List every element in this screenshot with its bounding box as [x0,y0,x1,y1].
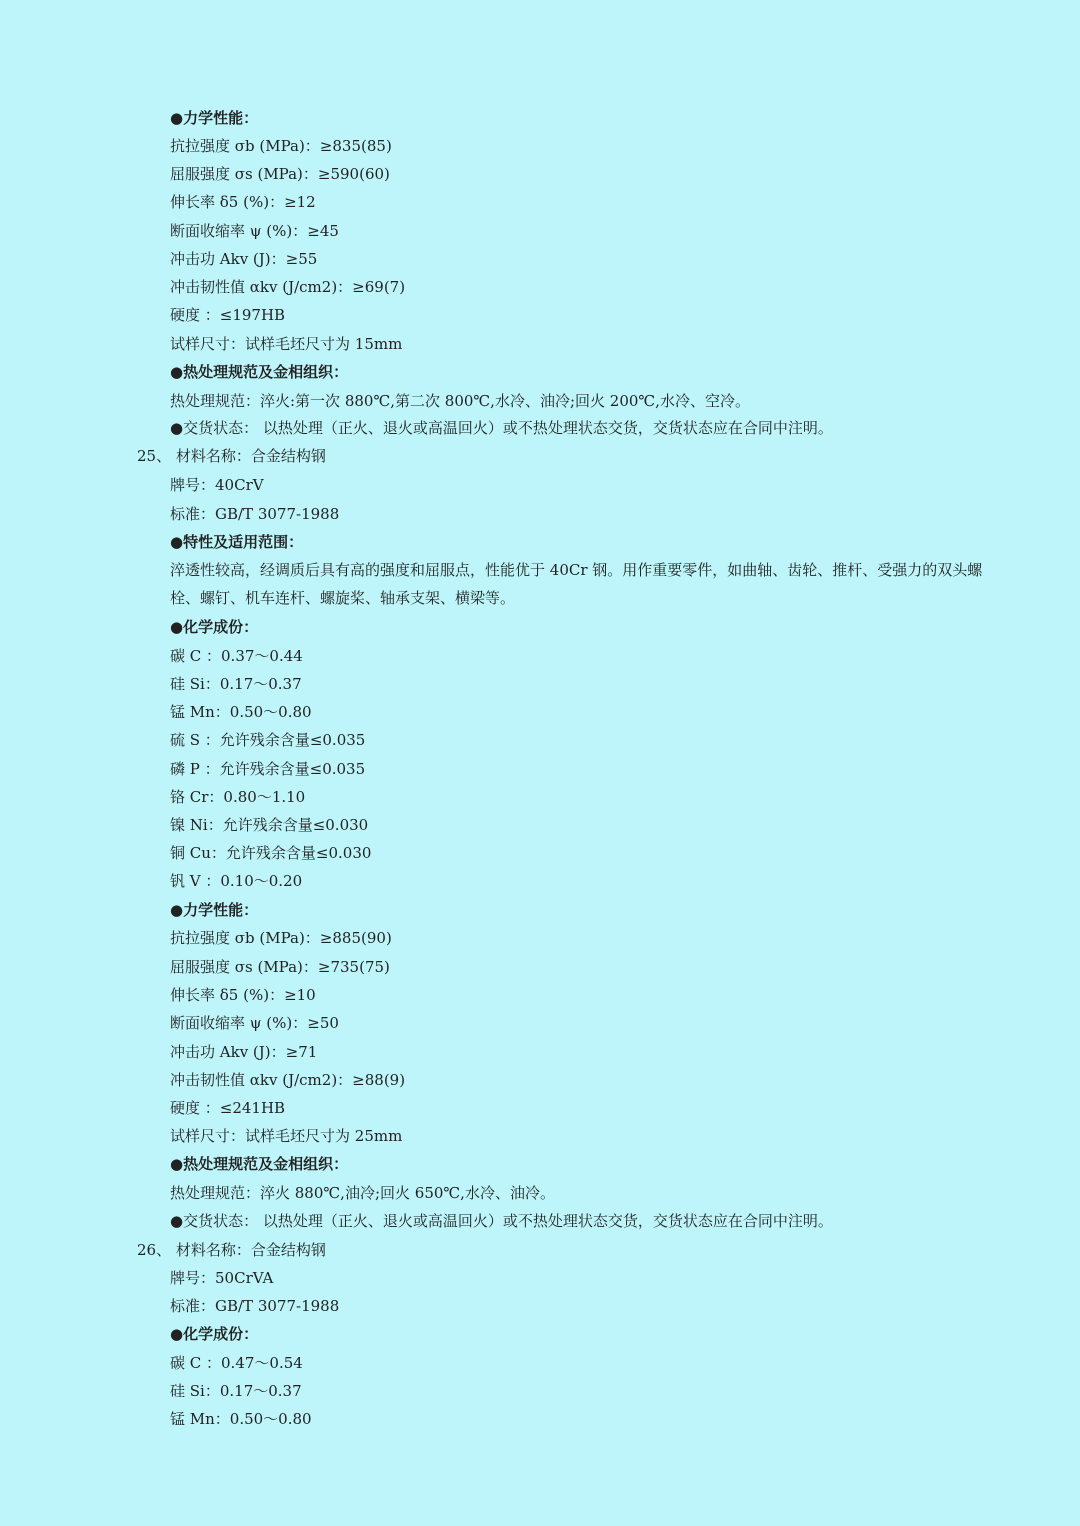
section-heading-properties: ●特性及适用范围： [170,533,304,551]
delivery-state-line: ●交货状态： 以热处理（正火、退火或高温回火）或不热处理状态交货，交货状态应在合同中注明。 [170,419,833,437]
section-heading-mechanical: ●力学性能： [170,901,259,919]
text-line: 试样尺寸：试样毛坯尺寸为 15mm [170,335,403,353]
text-line: 冲击韧性值 αkv (J/cm2)：≥69(7) [170,278,406,296]
text-line: 伸长率 δ5 (%)：≥10 [170,986,316,1004]
text-line: 硬度 ：≤241HB [170,1099,286,1117]
text-line: 热处理规范：淬火:第一次 880℃,第二次 800℃,水冷、油冷;回火 200℃,水冷、空冷。 [170,392,750,410]
text-line: 标准：GB/T 3077-1988 [170,505,340,523]
text-line: 铬 Cr：0.80～1.10 [170,788,306,806]
section-heading-heat-treatment: ●热处理规范及金相组织： [170,1155,349,1173]
delivery-state-line: ●交货状态： 以热处理（正火、退火或高温回火）或不热处理状态交货，交货状态应在合同中注明。 [170,1212,833,1230]
section-heading-heat-treatment: ●热处理规范及金相组织： [170,363,349,381]
text-line: 屈服强度 σs (MPa)：≥590(60) [170,165,390,183]
text-line: 钒 V ：0.10～0.20 [170,872,303,890]
text-line: 断面收缩率 ψ (%)：≥45 [170,222,339,240]
text-line: 硫 S ：允许残余含量≤0.035 [170,731,366,749]
text-line: 碳 C ：0.47～0.54 [170,1354,303,1372]
text-line: 硅 Si：0.17～0.37 [170,675,302,693]
text-line: 试样尺寸：试样毛坯尺寸为 25mm [170,1127,403,1145]
text-line: 牌号：50CrVA [170,1269,274,1287]
text-line: 锰 Mn：0.50～0.80 [170,703,312,721]
text-line: 标准：GB/T 3077-1988 [170,1297,340,1315]
text-line: 冲击功 Akv (J)：≥55 [170,250,318,268]
section-heading-chemical: ●化学成份： [170,618,259,636]
section-heading-mechanical: ●力学性能： [170,109,259,127]
text-line: 磷 P ：允许残余含量≤0.035 [170,760,366,778]
text-line: 伸长率 δ5 (%)：≥12 [170,193,316,211]
text-line: 锰 Mn：0.50～0.80 [170,1410,312,1428]
section-heading-chemical: ●化学成份： [170,1325,259,1343]
text-line: 硬度 ：≤197HB [170,306,286,324]
text-line: 硅 Si：0.17～0.37 [170,1382,302,1400]
text-line: 屈服强度 σs (MPa)：≥735(75) [170,958,390,976]
text-line: 镍 Ni：允许残余含量≤0.030 [170,816,369,834]
text-line: 抗拉强度 σb (MPa)：≥835(85) [170,137,392,155]
text-line: 冲击功 Akv (J)：≥71 [170,1043,318,1061]
text-line: 抗拉强度 σb (MPa)：≥885(90) [170,929,392,947]
text-line: 冲击韧性值 αkv (J/cm2)：≥88(9) [170,1071,406,1089]
material-heading-26: 26、 材料名称：合金结构钢 [137,1241,326,1259]
description-paragraph: 淬透性较高，经调质后具有高的强度和屈服点，性能优于 40Cr 钢。用作重要零件，如曲轴、齿轮、推杆、受强力的双头螺栓、螺钉、机车连杆、螺旋桨、轴承支架、横梁等。 [170,561,983,607]
text-line: 碳 C ：0.37～0.44 [170,647,303,665]
material-heading-25: 25、 材料名称：合金结构钢 [137,447,326,465]
text-line: 断面收缩率 ψ (%)：≥50 [170,1014,339,1032]
text-line: 牌号：40CrV [170,476,264,494]
text-line: 铜 Cu：允许残余含量≤0.030 [170,844,372,862]
text-line: 热处理规范：淬火 880℃,油冷;回火 650℃,水冷、油冷。 [170,1184,555,1202]
